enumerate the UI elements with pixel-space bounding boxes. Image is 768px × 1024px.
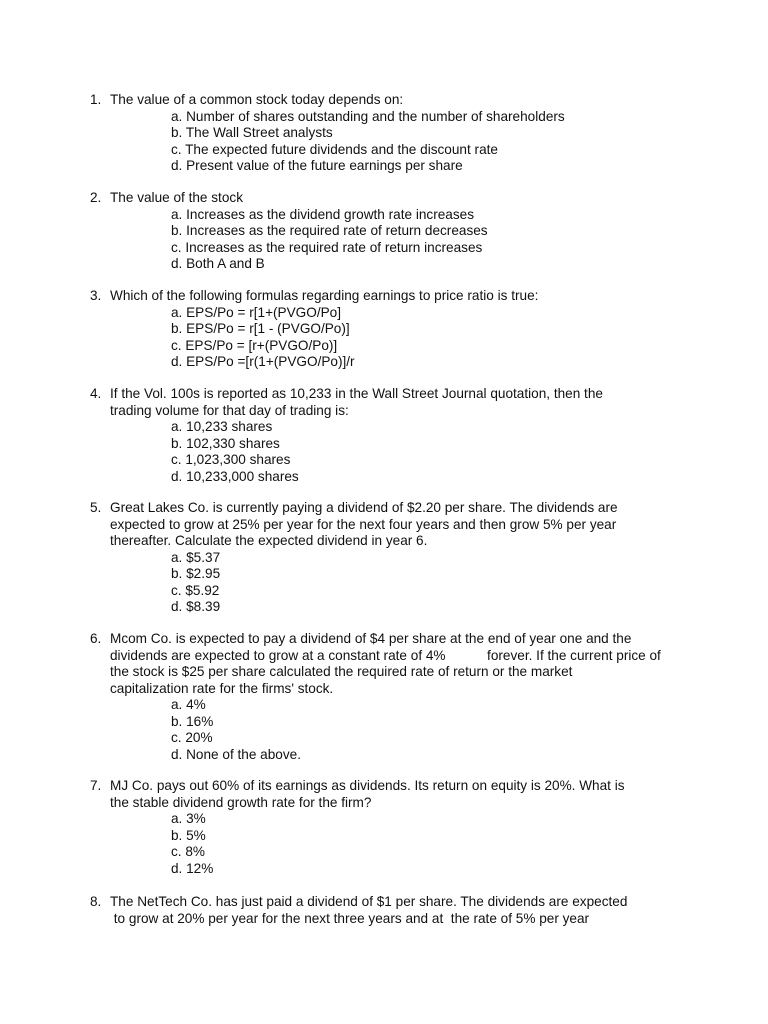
- stem-line: Which of the following formulas regarding earnings to price ratio is true:: [110, 288, 539, 303]
- question-number: 8.: [90, 894, 102, 909]
- question-number: 3.: [90, 288, 102, 303]
- question-stem: [90, 92, 710, 109]
- answer-option-d: d. Present value of the future earnings per share: [171, 158, 463, 173]
- question-stem: [90, 190, 710, 207]
- answer-option-c: c. Increases as the required rate of return increases: [171, 239, 483, 255]
- question-stem: [90, 894, 710, 927]
- answer-option-b: b. 16%: [171, 713, 214, 729]
- answer-option-c: c. 1,023,300 shares: [171, 452, 291, 467]
- answer-option-d: d. Both A and B: [171, 256, 265, 271]
- stem-line: trading volume for that day of trading is:: [110, 402, 349, 418]
- stem-line: The value of a common stock today depends on:: [110, 92, 404, 107]
- answer-option-a: a. 10,233 shares: [171, 419, 273, 434]
- question-stem: [90, 386, 710, 419]
- stem-line: MJ Co. pays out 60% of its earnings as dividends. Its return on equity is 20%. What is: [110, 778, 625, 793]
- answer-options: [90, 811, 710, 877]
- stem-line: expected to grow at 25% per year for the next four years and then grow 5% per year: [110, 516, 617, 532]
- answer-option-b: b. 102,330 shares: [171, 435, 280, 451]
- answer-option-d: d. 12%: [171, 860, 214, 876]
- stem-line: If the Vol. 100s is reported as 10,233 in the Wall Street Journal quotation, then the: [110, 386, 603, 401]
- answer-option-d: d. 10,233,000 shares: [171, 468, 299, 484]
- answer-option-d: d. $8.39: [171, 599, 221, 614]
- answer-option-b: b. $2.95: [171, 566, 221, 581]
- question-number: 6.: [90, 631, 102, 646]
- question-number: 5.: [90, 500, 102, 515]
- stem-line: the stock is $25 per share calculated the required rate of return or the market: [110, 664, 573, 679]
- question-stem: [90, 500, 710, 550]
- answer-options: [90, 419, 710, 485]
- question-stem: [90, 778, 710, 811]
- answer-options: [90, 207, 710, 273]
- answer-option-b: b. 5%: [171, 827, 206, 843]
- question-stem: [90, 288, 710, 305]
- answer-option-d: d. None of the above.: [171, 746, 301, 762]
- question-number: 4.: [90, 386, 102, 401]
- answer-options: [90, 305, 710, 371]
- question-number: 2.: [90, 190, 102, 205]
- question-4: [90, 386, 710, 485]
- stem-line: capitalization rate for the firms' stock.: [110, 680, 334, 696]
- stem-line: Great Lakes Co. is currently paying a dividend of $2.20 per share. The dividends are: [110, 500, 618, 515]
- answer-options: [90, 109, 710, 175]
- answer-option-c: c. EPS/Po = [r+(PVGO/Po)]: [171, 337, 338, 353]
- stem-line: thereafter. Calculate the expected dividend in year 6.: [110, 533, 428, 548]
- answer-option-a: a. 3%: [171, 811, 206, 826]
- question-6: [90, 631, 710, 763]
- question-number: 7.: [90, 778, 102, 793]
- question-5: [90, 500, 710, 616]
- answer-option-c: c. 20%: [171, 730, 213, 745]
- answer-option-b: b. The Wall Street analysts: [171, 125, 333, 140]
- answer-option-a: a. $5.37: [171, 549, 221, 565]
- question-7: [90, 778, 710, 877]
- answer-option-c: c. The expected future dividends and the discount rate: [171, 141, 498, 157]
- stem-line: Mcom Co. is expected to pay a dividend of $4 per share at the end of year one and the: [110, 631, 632, 646]
- stem-line: The NetTech Co. has just paid a dividend of $1 per share. The dividends are expected: [110, 894, 628, 909]
- question-1: [90, 92, 710, 175]
- question-stem: [90, 631, 710, 697]
- question-number: 1.: [90, 92, 102, 107]
- answer-option-a: a. 4%: [171, 697, 206, 712]
- question-3: [90, 288, 710, 371]
- stem-line: dividends are expected to grow at a constant rate of 4% forever. If the current price of: [110, 647, 661, 663]
- question-2: [90, 190, 710, 273]
- answer-option-c: c. $5.92: [171, 582, 220, 598]
- answer-option-b: b. EPS/Po = r[1 - (PVGO/Po)]: [171, 321, 350, 336]
- stem-line: to grow at 20% per year for the next three years and at the rate of 5% per year: [110, 910, 590, 926]
- answer-option-c: c. 8%: [171, 844, 205, 859]
- stem-line: The value of the stock: [110, 190, 243, 205]
- stem-line: the stable dividend growth rate for the firm?: [110, 794, 372, 810]
- answer-option-a: a. Number of shares outstanding and the number of shareholders: [171, 108, 565, 124]
- answer-option-b: b. Increases as the required rate of return decreases: [171, 223, 488, 238]
- answer-option-a: a. EPS/Po = r[1+(PVGO/Po]: [171, 304, 342, 320]
- answer-option-d: d. EPS/Po =[r(1+(PVGO/Po)]/r: [171, 354, 355, 369]
- question-8: [90, 894, 710, 927]
- answer-option-a: a. Increases as the dividend growth rate increases: [171, 206, 475, 222]
- answer-options: [90, 550, 710, 616]
- answer-options: [90, 697, 710, 763]
